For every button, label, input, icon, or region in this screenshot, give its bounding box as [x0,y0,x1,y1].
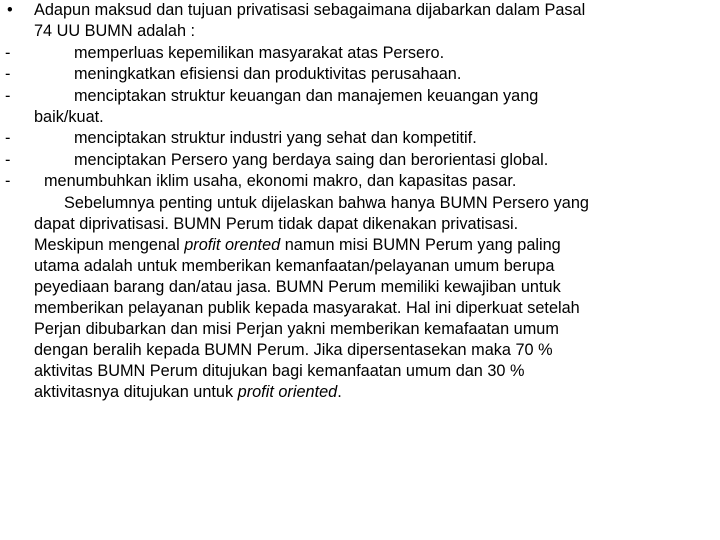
paragraph-text: aktivitas BUMN Perum ditujukan bagi kemanfaatan umum dan 30 % [34,362,525,380]
dash-marker: - [5,87,11,105]
intro-text-2: 74 UU BUMN adalah : [34,22,196,40]
paragraph-text-part: aktivitasnya ditujukan untuk [34,383,238,401]
purpose-text: menumbuhkan iklim usaha, ekonomi makro, dan kapasitas pasar. [44,172,517,190]
purpose-text: menciptakan struktur industri yang sehat dan kompetitif. [74,129,477,147]
bullet-marker: • [7,1,13,19]
paragraph-text-part: namun misi BUMN Perum yang paling [280,236,561,254]
dash-marker: - [5,65,11,83]
purpose-text: memperluas kepemilikan masyarakat atas Persero. [74,44,445,62]
paragraph-text-part: . [337,383,342,401]
dash-marker: - [5,129,11,147]
paragraph-text: memberikan pelayanan publik kepada masyarakat. Hal ini diperkuat setelah [34,299,580,317]
intro-text-1: Adapun maksud dan tujuan privatisasi sebagaimana dijabarkan dalam Pasal [34,1,586,19]
italic-term: profit oriented [237,383,338,401]
purpose-text: menciptakan Persero yang berdaya saing dan berorientasi global. [74,151,549,169]
paragraph-text: Sebelumnya penting untuk dijelaskan bahwa hanya BUMN Persero yang [64,194,589,212]
dash-marker: - [5,44,11,62]
purpose-text: menciptakan struktur keuangan dan manajemen keuangan yang [74,87,539,105]
paragraph-text [34,235,561,256]
purpose-text: meningkatkan efisiensi dan produktivitas perusahaan. [74,65,462,83]
dash-marker: - [5,172,11,190]
dash-marker: - [5,151,11,169]
paragraph-text: dapat diprivatisasi. BUMN Perum tidak dapat dikenakan privatisasi. [34,215,519,233]
paragraph-text [34,382,342,403]
italic-term: profit orented [184,236,281,254]
paragraph-text: utama adalah untuk memberikan kemanfaatan/pelayanan umum berupa [34,257,555,275]
paragraph-text: dengan beralih kepada BUMN Perum. Jika dipersentasekan maka 70 % [34,341,553,359]
paragraph-text: Perjan dibubarkan dan misi Perjan yakni memberikan kemafaatan umum [34,320,559,338]
purpose-text-continued: baik/kuat. [34,108,104,126]
paragraph-text-part: Meskipun mengenal [34,236,185,254]
paragraph-text: peyediaan barang dan/atau jasa. BUMN Perum memiliki kewajiban untuk [34,278,561,296]
